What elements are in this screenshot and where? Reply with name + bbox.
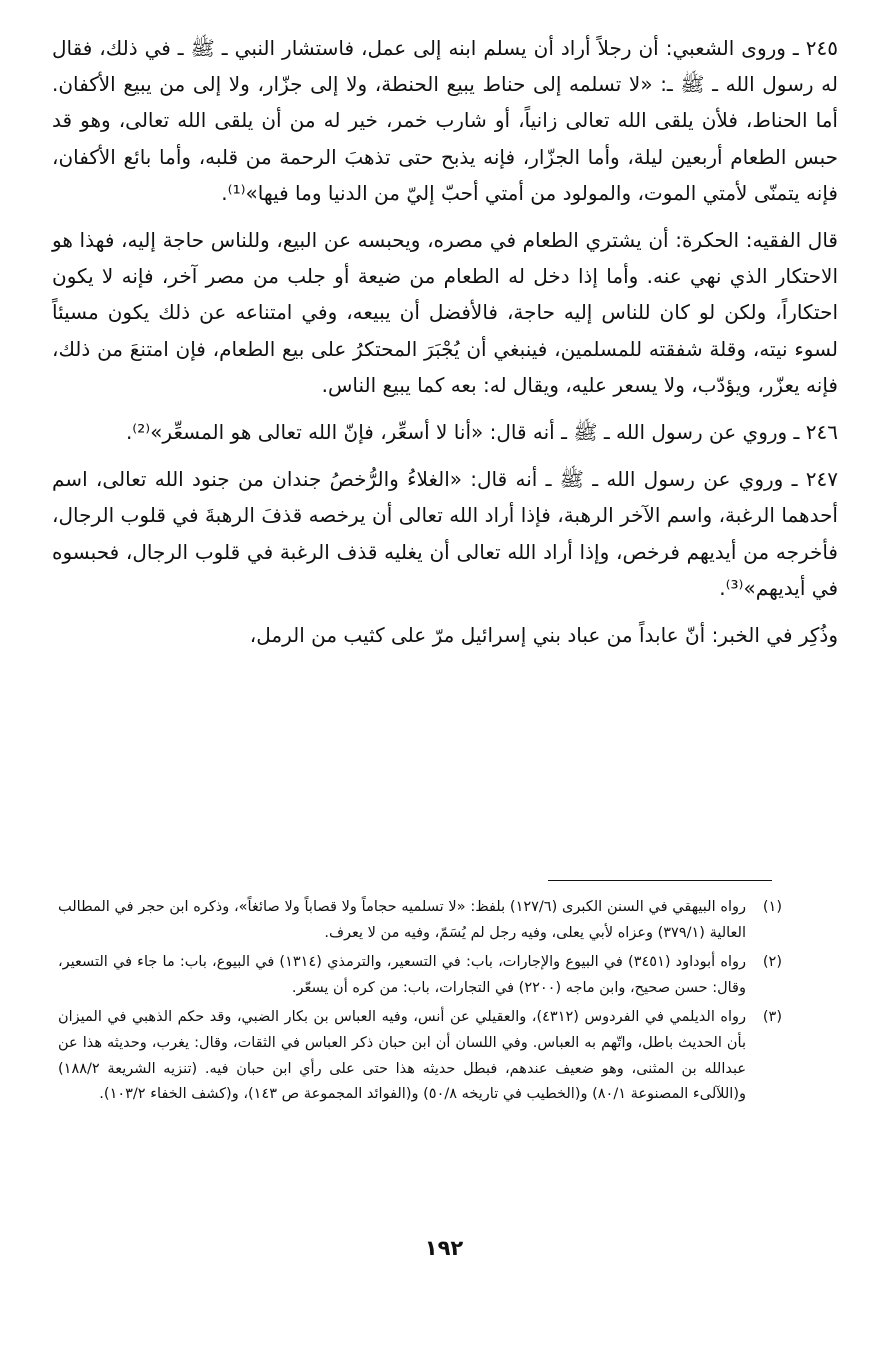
footnote-divider	[548, 880, 772, 881]
footnotes	[58, 895, 782, 1112]
footnote-number: (٣)	[762, 1009, 782, 1026]
paragraph-hadith-245: ٢٤٥ ـ وروى الشعبي: أن رجلاً أراد أن يسلم ابنه إلى عمل، فاستشار النبي ـ ﷺ ـ في ذلك، فقال له رسول الله ـ ﷺ ـ: «لا تسلمه إلى حناط يبيع الحنطة، ولا إلى جزّار، ولا إلى من يبيع الأكفان. أما الحناط، فلأن يلقى الله تعالى زانياً، أو شارب خمر، خير له من أن يلقى الله تعالى، وهو قد حبس الطعام أربعين ليلة، وأما الجزّار، فإنه يذبح حتى تذهبَ الرحمة من قلبه، وأما بائع الأكفان، فإنه يتمنّى لأمتي الموت، والمولود من أمتي أحبّ إليّ من الدنيا وما فيها»⁽¹⁾.	[52, 36, 838, 205]
footnote-3	[58, 1005, 782, 1107]
footnote-text: رواه الديلمي في الفردوس (٤٣١٢)، والعقيلي عن أنس، وفيه العباس بن بكار الضبي، وقد حكم الذهبي في الميزان بأن الحديث باطل، واتّهم به العباس. وفي اللسان أن ابن حبان ذكر العباس في الثقات، وقال: يغرب، وحديثه هذا عن عبدالله بن المثنى، وهو ضعيف عندهم، فبطل حديثه هذا حتى على رأي ابن حبان فيه. (تنزيه الشريعة ١٨٨/٢) و(اللآلىء المصنوعة ٨٠/١) و(الخطيب في تاريخه ٥٠/٨) و(الفوائد المجموعة ص ١٤٣)، و(كشف الخفاء ١٠٣/٢).	[58, 1009, 747, 1103]
paragraph-khabar: وذُكِر في الخبر: أنّ عابداً من عباد بني إسرائيل مرّ على كثيب من الرمل،	[249, 623, 838, 648]
footnote-number: (١)	[762, 899, 782, 915]
page-number: ١٩٢	[424, 1236, 464, 1260]
paragraph-hadith-247: ٢٤٧ ـ وروي عن رسول الله ـ ﷺ ـ أنه قال: «الغلاءُ والرُّخصُ جندان من جنود الله تعالى، اسم أحدهما الرغبة، واسم الآخر الرهبة، فإذا أراد الله تعالى أن يرخصه قذفَ الرهبةَ في قلوب الرجال، فأخرجه من أيديهم فرخص، وإذا أراد الله تعالى أن يغليه قذف الرغبة في قلوب الرجال، فحبسوه في أيديهم»⁽³⁾.	[52, 467, 838, 600]
footnote-2	[58, 950, 782, 1001]
main-text	[52, 30, 838, 664]
paragraph-hadith-246: ٢٤٦ ـ وروي عن رسول الله ـ ﷺ ـ أنه قال: «أنا لا أسعِّر، فإنّ الله تعالى هو المسعِّر»⁽²⁾.	[125, 420, 838, 445]
footnote-1	[58, 895, 782, 946]
paragraph-faqih-commentary: قال الفقيه: الحكرة: أن يشتري الطعام في مصره، ويحبسه عن البيع، وللناس حاجة إليه، فهذا هو الاحتكار الذي نهي عنه. وأما إذا دخل له الطعام من ضيعة أو جلب من مصر آخر، فإنه لا يكون احتكاراً، ولكن لو كان للناس إليه حاجة، فالأفضل أن يبيعه، وفي امتناعه عن ذلك يكون مسيئاً لسوء نيته، وقلة شفقته للمسلمين، فينبغي أن يُجْبَرَ المحتكرُ على بيع الطعام، فإن امتنعَ من ذلك، فإنه يعزّر، ويؤدّب، ولا يسعر عليه، ويقال له: بعه كما يبيع الناس.	[52, 228, 838, 397]
footnote-text: رواه البيهقي في السنن الكبرى (١٢٧/٦) بلفظ: «لا تسلميه حجاماً ولا قصاباً ولا صائغاً»، وذكره ابن حجر في المطالب العالية (٣٧٩/١) وعزاه لأبي يعلى، وفيه رجل لم يُسَمّ، وفيه من لا يعرف.	[58, 899, 746, 941]
footnote-text: رواه أبوداود (٣٤٥١) في البيوع والإجارات، باب: في التسعير، والترمذي (١٣١٤) في البيوع، باب: ما جاء في التسعير، وقال: حسن صحيح، وابن ماجه (٢٢٠٠) في التجارات، باب: من كره أن يسعّر.	[58, 954, 746, 996]
footnote-number: (٢)	[762, 954, 782, 971]
